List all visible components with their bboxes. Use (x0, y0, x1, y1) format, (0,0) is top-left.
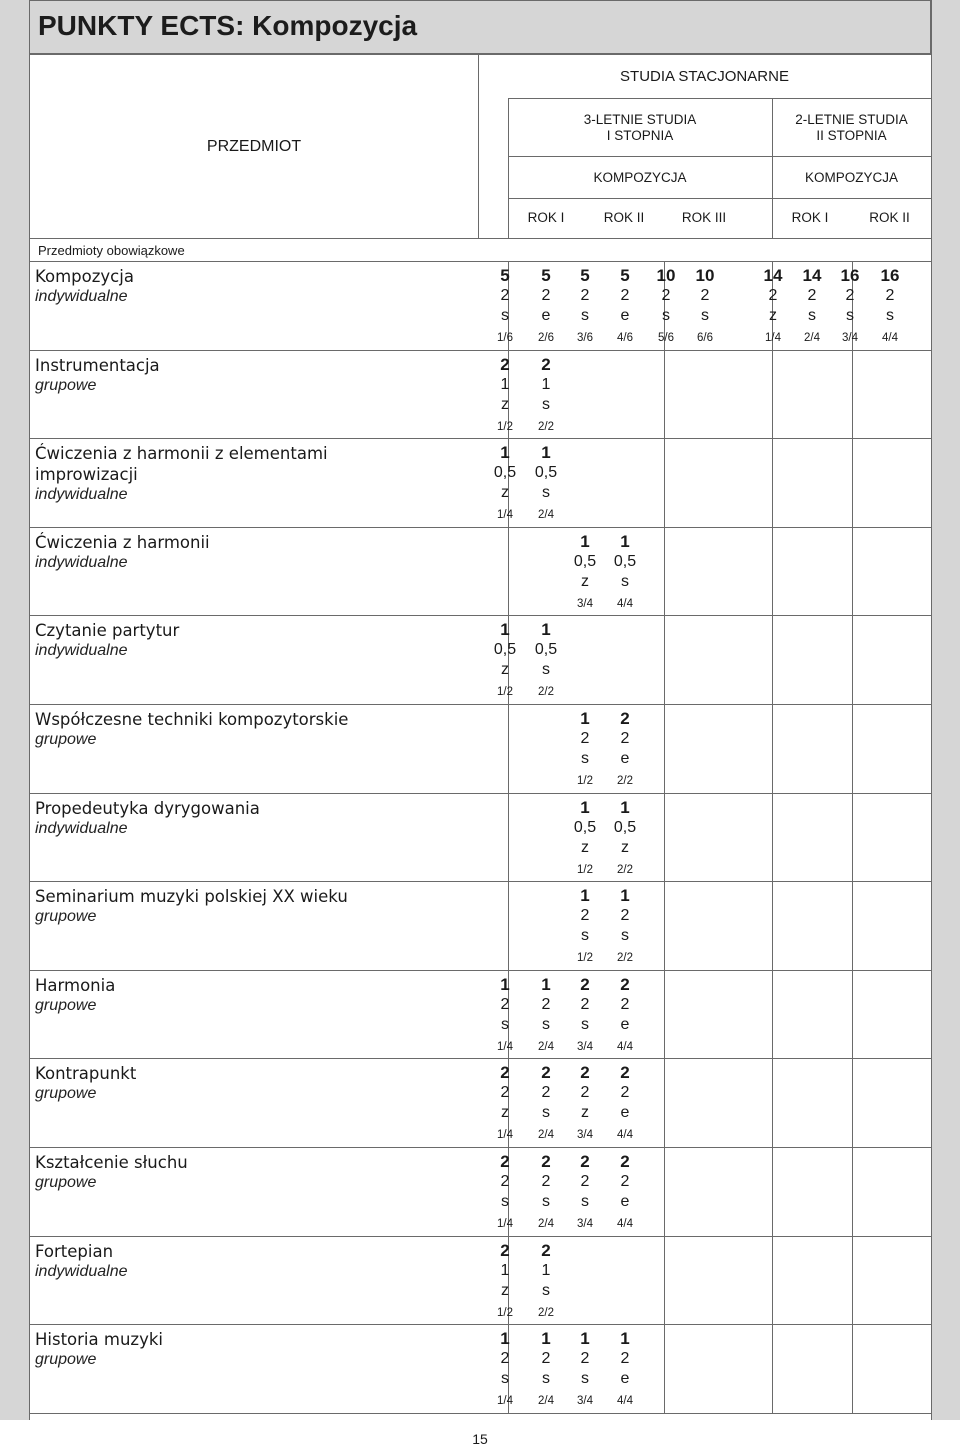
credit-form: z (501, 1104, 509, 1122)
ects-cell (566, 1063, 604, 1147)
subject-4 (35, 620, 179, 661)
row-line-8 (29, 970, 931, 971)
ects-cell (566, 1329, 604, 1413)
ects-cell (606, 266, 644, 350)
ects-cell (566, 532, 604, 616)
semester: 1/2 (577, 952, 593, 965)
semester: 3/4 (577, 1395, 593, 1408)
row-line-5 (29, 704, 931, 705)
ects-points: 5 (620, 266, 630, 285)
credit-form: e (620, 307, 630, 324)
subject-class-type: grupowe (35, 996, 97, 1014)
credit-form: s (501, 1370, 509, 1388)
semester: 1/2 (577, 863, 593, 876)
credit-form: z (501, 1281, 509, 1299)
subject-name: Kompozycja (35, 267, 134, 286)
hours: 2 (580, 730, 590, 747)
credit-form: z (501, 395, 509, 413)
year-header-1: ROK I (527, 210, 565, 225)
body-vline-2 (664, 261, 665, 1414)
program-2-line2: II STOPNIA (816, 128, 887, 143)
hours: 2 (620, 1173, 630, 1190)
ects-points: 1 (500, 974, 510, 994)
ects-points: 5 (541, 266, 551, 285)
credit-form: e (620, 1015, 630, 1033)
hours: 0,5 (613, 818, 637, 836)
hours: 0,5 (573, 552, 597, 570)
semester: 2/4 (538, 1395, 554, 1408)
hours: 2 (580, 907, 590, 925)
subject-name: Czytanie partytur (35, 621, 180, 641)
page-number: 15 (472, 1431, 488, 1447)
credit-form: s (542, 1193, 550, 1210)
ects-cell (486, 975, 524, 1059)
hours: 2 (845, 287, 855, 304)
hours: 2 (541, 287, 551, 304)
subject-5 (35, 709, 348, 750)
hours: 2 (580, 1084, 590, 1102)
ects-points: 1 (541, 443, 551, 463)
semester: 3/4 (577, 597, 593, 610)
ects-cell (606, 886, 644, 970)
ects-cell (486, 620, 524, 704)
subject-class-type: grupowe (35, 1085, 97, 1103)
hours: 2 (885, 287, 895, 304)
ects-cell (527, 355, 565, 439)
credit-form: s (542, 1370, 550, 1388)
subject-8 (35, 975, 115, 1016)
credit-form: z (581, 838, 589, 856)
year-header-4: ROK I (791, 210, 829, 225)
ects-cell (566, 1152, 604, 1236)
subject-class-type: indywidualne (35, 288, 128, 305)
hours: 0,5 (573, 818, 597, 836)
hours: 2 (661, 287, 671, 304)
ects-points: 2 (541, 1240, 551, 1260)
ects-cell (566, 709, 604, 793)
credit-form: e (620, 750, 630, 767)
semester: 1/2 (497, 1306, 513, 1319)
year-header-3: ROK III (681, 210, 727, 225)
semester: 4/4 (617, 597, 633, 610)
semester: 1/4 (765, 332, 781, 344)
row-line-13 (29, 1413, 931, 1414)
body-vline-4 (852, 261, 853, 1414)
credit-form: s (542, 395, 550, 413)
page-title-bar (29, 0, 931, 54)
credit-form: e (541, 307, 551, 324)
ects-cell (793, 266, 831, 350)
semester: 1/2 (577, 775, 593, 787)
row-line-6 (29, 793, 931, 794)
hours: 2 (580, 287, 590, 304)
credit-form: s (662, 307, 670, 324)
ects-points: 1 (620, 797, 630, 817)
subject-name: Propedeutyka dyrygowania (35, 798, 260, 818)
semester: 2/4 (804, 332, 820, 344)
body-vline-3 (772, 261, 773, 1414)
subject-name: Kontrapunkt (35, 1064, 137, 1084)
credit-form: s (701, 307, 709, 324)
page-title: PUNKTY ECTS: Kompozycja (38, 10, 418, 41)
subject-name: Fortepian (35, 1241, 114, 1261)
header-line-specialty (508, 198, 931, 199)
program-header-1 (508, 112, 772, 144)
year-header-5: ROK II (869, 210, 910, 225)
subject-11 (35, 1241, 128, 1282)
semester: 3/6 (577, 332, 593, 344)
credit-form: s (581, 1015, 589, 1033)
semester: 2/4 (538, 509, 554, 522)
row-line-11 (29, 1236, 931, 1237)
ects-cell (606, 1063, 644, 1147)
ects-points: 1 (500, 620, 510, 640)
credit-form: z (501, 661, 509, 679)
semester: 4/4 (617, 1129, 633, 1142)
hours: 2 (620, 1350, 630, 1368)
row-line-3 (29, 527, 931, 528)
semester: 4/4 (617, 1395, 633, 1408)
ects-cell (486, 1063, 524, 1147)
ects-cell (486, 355, 524, 439)
ects-cell (606, 798, 644, 882)
ects-points: 1 (580, 797, 590, 817)
subject-name: Seminarium muzyki polskiej XX wieku (35, 887, 348, 907)
hours: 2 (541, 995, 551, 1013)
credit-form: s (501, 307, 509, 324)
subject-class-type: indywidualne (35, 1262, 128, 1280)
ects-points: 14 (763, 266, 783, 285)
ects-points: 14 (802, 266, 822, 285)
ects-cell (527, 1063, 565, 1147)
hours: 0,5 (534, 464, 558, 482)
semester: 2/2 (538, 686, 554, 699)
ects-points: 5 (580, 266, 590, 285)
hours: 2 (541, 1350, 551, 1368)
ects-points: 2 (620, 974, 630, 994)
ects-points: 2 (620, 1152, 630, 1171)
hours: 2 (807, 287, 817, 304)
hours: 2 (500, 995, 510, 1013)
ects-cell (647, 266, 685, 350)
semester: 1/4 (497, 1218, 513, 1230)
semester: 1/6 (497, 332, 513, 344)
ects-points: 10 (695, 266, 715, 285)
ects-points: 16 (880, 266, 900, 285)
subject-name: Ćwiczenia z harmonii z elementami (35, 444, 328, 464)
ects-points: 2 (580, 1152, 590, 1171)
semester: 2/2 (617, 775, 633, 787)
semester: 3/4 (842, 332, 858, 344)
credit-form: z (769, 307, 777, 324)
hours: 2 (500, 1084, 510, 1102)
subject-class-type: grupowe (35, 731, 97, 748)
hours: 1 (541, 1261, 551, 1279)
hours: 1 (541, 375, 551, 393)
hours: 2 (500, 1350, 510, 1368)
subject-name: Harmonia (35, 975, 116, 995)
right-margin-strip (931, 0, 960, 1420)
subject-name: Instrumentacja (35, 355, 160, 375)
semester: 1/4 (497, 1040, 513, 1053)
ects-cell (754, 266, 792, 350)
semester: 1/2 (497, 686, 513, 699)
subject-1 (35, 355, 160, 396)
credit-form: s (581, 750, 589, 767)
ects-cell (486, 266, 524, 350)
specialty-header-1: KOMPOZYCJA (593, 170, 687, 185)
hours: 2 (541, 1084, 551, 1102)
ects-points: 2 (500, 1240, 510, 1260)
row-line-7 (29, 881, 931, 882)
subject-class-type: indywidualne (35, 486, 128, 504)
credit-form: e (620, 1104, 630, 1122)
ects-points: 2 (541, 1152, 551, 1171)
subject-7 (35, 886, 348, 927)
subject-name: improwizacji (35, 465, 138, 485)
subject-class-type: grupowe (35, 376, 97, 394)
hours: 2 (620, 995, 630, 1013)
row-line-2 (29, 438, 931, 439)
hours: 2 (620, 1084, 630, 1102)
subject-name: Współczesne techniki kompozytorskie (35, 710, 349, 729)
credit-form: s (581, 1370, 589, 1388)
header-line-top (29, 54, 931, 55)
semester: 1/4 (497, 1129, 513, 1142)
ects-cell (566, 886, 604, 970)
year-header-2: ROK II (603, 210, 645, 225)
subject-class-type: grupowe (35, 908, 97, 926)
hours: 2 (620, 287, 630, 304)
semester: 2/4 (538, 1218, 554, 1230)
ects-cell (566, 975, 604, 1059)
ects-cell (486, 1241, 524, 1325)
credit-form: e (620, 1370, 630, 1388)
ects-cell (566, 798, 604, 882)
section-line (29, 261, 931, 262)
ects-points: 2 (500, 1063, 510, 1083)
ects-points: 1 (500, 1329, 510, 1349)
program-2-line1: 2-LETNIE STUDIA (795, 112, 908, 127)
hours: 2 (620, 730, 630, 747)
ects-points: 1 (580, 531, 590, 551)
semester: 3/4 (577, 1129, 593, 1142)
hours: 2 (500, 287, 510, 304)
hours: 2 (700, 287, 710, 304)
subject-column-header: PRZEDMIOT (206, 138, 302, 155)
ects-cell (871, 266, 909, 350)
header-line-program (508, 156, 931, 157)
subject-10 (35, 1152, 188, 1193)
semester: 1/4 (497, 1395, 513, 1408)
hours: 1 (500, 1261, 510, 1279)
ects-cell (527, 443, 565, 527)
subject-class-type: indywidualne (35, 642, 128, 660)
subject-class-type: grupowe (35, 1351, 97, 1369)
ects-cell (486, 443, 524, 527)
program-header-2 (772, 112, 931, 144)
subject-class-type: grupowe (35, 1174, 97, 1191)
credit-form: s (581, 1193, 589, 1210)
ects-points: 1 (580, 709, 590, 728)
ects-cell (606, 532, 644, 616)
credit-form: s (621, 927, 629, 945)
ects-points: 5 (500, 266, 510, 285)
ects-cell (486, 1329, 524, 1413)
credit-form: s (621, 572, 629, 590)
program-1-line2: I STOPNIA (606, 128, 674, 143)
hours: 2 (500, 1173, 510, 1190)
subject-2 (35, 443, 328, 505)
semester: 4/4 (617, 1218, 633, 1230)
credit-form: s (846, 307, 854, 324)
ects-points: 2 (620, 1063, 630, 1083)
ects-cell (606, 975, 644, 1059)
subject-name: Kształcenie słuchu (35, 1153, 188, 1172)
semester: 2/2 (538, 420, 554, 433)
hours: 0,5 (534, 641, 558, 659)
semester: 4/4 (882, 332, 898, 344)
ects-cell (606, 1152, 644, 1236)
hours: 2 (580, 995, 590, 1013)
ects-cell (606, 1329, 644, 1413)
study-mode-header: STUDIA STACJONARNE (620, 68, 789, 85)
ects-points: 1 (620, 886, 630, 906)
specialty-header-2: KOMPOZYCJA (804, 170, 898, 185)
subject-name: Historia muzyki (35, 1330, 163, 1350)
ects-points: 1 (580, 1329, 590, 1349)
credit-form: s (581, 927, 589, 945)
hours: 0,5 (493, 641, 517, 659)
subject-12 (35, 1329, 163, 1370)
ects-points: 10 (656, 266, 676, 285)
left-margin-strip (0, 0, 30, 1420)
semester: 1/4 (497, 509, 513, 522)
credit-form: s (542, 661, 550, 679)
hours: 2 (580, 1350, 590, 1368)
ects-cell (527, 1329, 565, 1413)
ects-points: 2 (541, 354, 551, 374)
row-line-9 (29, 1058, 931, 1059)
ects-points: 2 (620, 709, 630, 728)
credit-form: s (808, 307, 816, 324)
ects-points: 1 (620, 1329, 630, 1349)
ects-points: 1 (500, 443, 510, 463)
subject-0 (35, 266, 134, 307)
credit-form: e (620, 1193, 630, 1210)
semester: 2/4 (538, 1129, 554, 1142)
credit-form: s (886, 307, 894, 324)
ects-points: 1 (620, 531, 630, 551)
subject-9 (35, 1063, 136, 1104)
ects-cell (486, 1152, 524, 1236)
section-mandatory-subjects: Przedmioty obowiązkowe (38, 243, 185, 258)
program-1-line1: 3-LETNIE STUDIA (583, 112, 697, 127)
row-line-4 (29, 615, 931, 616)
ects-points: 2 (500, 354, 510, 374)
ects-points: 1 (541, 974, 551, 994)
row-line-10 (29, 1147, 931, 1148)
ects-points: 1 (541, 620, 551, 640)
header-line-mode (508, 98, 931, 99)
credit-form: s (542, 1015, 550, 1033)
semester: 3/4 (577, 1040, 593, 1053)
header-line-bottom (29, 238, 931, 239)
credit-form: s (501, 1193, 509, 1210)
semester: 2/2 (617, 952, 633, 965)
semester: 2/2 (538, 1306, 554, 1319)
hours: 0,5 (493, 464, 517, 482)
subject-6 (35, 798, 260, 839)
semester: 2/2 (617, 863, 633, 876)
semester: 3/4 (577, 1218, 593, 1230)
subject-class-type: indywidualne (35, 819, 128, 837)
ects-points: 16 (840, 266, 860, 285)
subject-name: Ćwiczenia z harmonii (35, 532, 210, 552)
semester: 2/4 (538, 1040, 554, 1053)
credit-form: s (542, 1104, 550, 1122)
credit-form: s (501, 1015, 509, 1033)
credit-form: s (542, 484, 550, 502)
ects-points: 2 (541, 1063, 551, 1083)
semester: 4/6 (617, 332, 633, 344)
ects-cell (527, 1152, 565, 1236)
ects-cell (527, 1241, 565, 1325)
credit-form: z (501, 484, 509, 502)
hours: 1 (500, 375, 510, 393)
ects-cell (527, 620, 565, 704)
credit-form: z (581, 572, 589, 590)
ects-points: 2 (580, 974, 590, 994)
row-line-12 (29, 1324, 931, 1325)
ects-cell (606, 709, 644, 793)
ects-cell (527, 266, 565, 350)
ects-cell (686, 266, 724, 350)
hours: 2 (541, 1173, 551, 1190)
ects-cell (831, 266, 869, 350)
credit-form: s (542, 1281, 550, 1299)
semester: 5/6 (658, 332, 674, 344)
subject-class-type: indywidualne (35, 553, 128, 571)
semester: 2/6 (538, 332, 554, 344)
hours: 2 (580, 1173, 590, 1190)
ects-points: 2 (580, 1063, 590, 1083)
hours: 2 (768, 287, 778, 304)
ects-cell (527, 975, 565, 1059)
semester: 1/2 (497, 420, 513, 433)
ects-points: 1 (541, 1329, 551, 1349)
credit-form: z (621, 838, 629, 856)
semester: 6/6 (697, 332, 713, 344)
ects-points: 2 (500, 1152, 510, 1171)
hours: 2 (620, 907, 630, 925)
semester: 4/4 (617, 1040, 633, 1053)
credit-form: z (581, 1104, 589, 1122)
subject-3 (35, 532, 210, 573)
hours: 0,5 (613, 552, 637, 570)
credit-form: s (581, 307, 589, 324)
ects-points: 1 (580, 886, 590, 906)
ects-cell (566, 266, 604, 350)
